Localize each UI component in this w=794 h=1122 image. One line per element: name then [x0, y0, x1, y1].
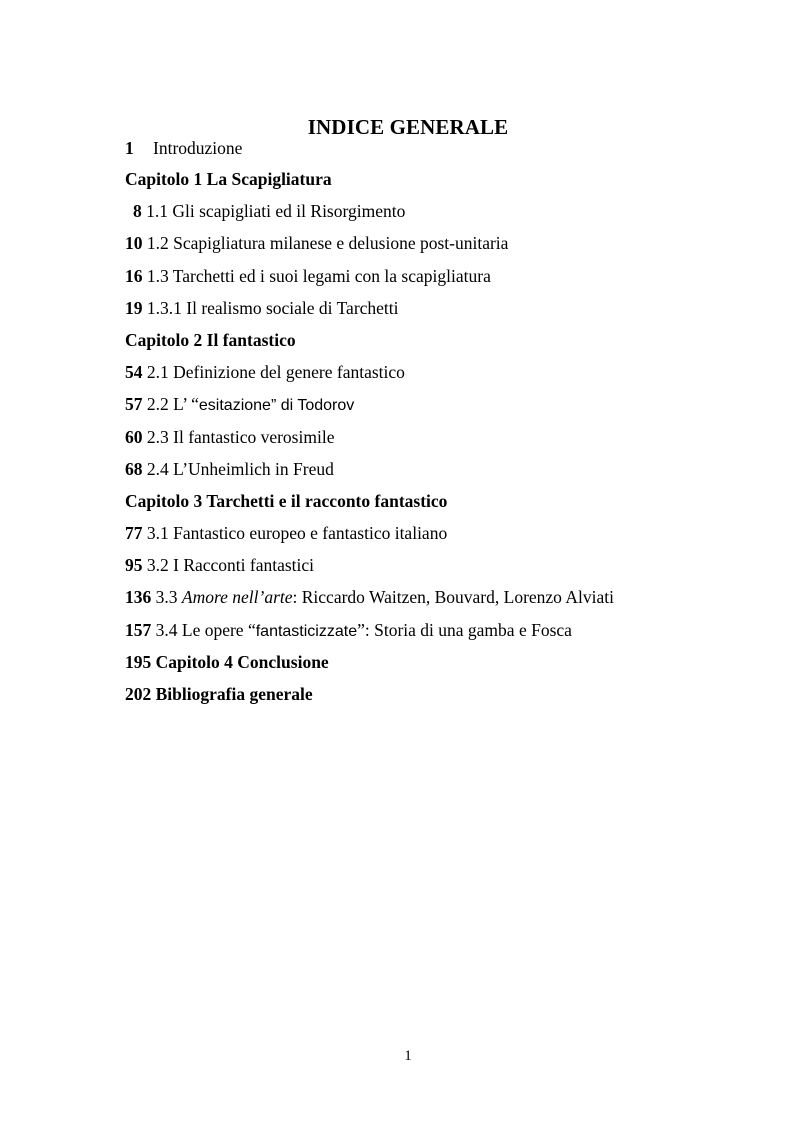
toc-chapter-1 [125, 167, 745, 199]
toc-chapter-title: Capitolo 1 La Scapigliatura [125, 169, 332, 189]
toc-entry-2-3 [125, 425, 745, 457]
toc-entry-text: 3.4 Le opere “ [155, 619, 256, 640]
toc-entry-text: 3.3 [155, 587, 182, 608]
toc-chapter-title: Capitolo 3 Tarchetti e il racconto fantastico [125, 490, 448, 511]
toc-entry-3-2 [125, 553, 745, 585]
toc-page-number: 1 [125, 138, 134, 158]
toc-entry-text: 2.1 Definizione del genere fantastico [146, 362, 405, 383]
toc-entry-1-3-1 [125, 296, 745, 328]
toc-entry-text: 3.2 I Racconti fantastici [146, 555, 315, 576]
toc-entry-text-emphasis: Amore nell’arte [181, 587, 293, 608]
toc-page-number: 157 [125, 619, 152, 640]
toc-entry-text: 1.3.1 Il realismo sociale di Tarchetti [146, 297, 399, 318]
toc-chapter-4 [125, 650, 745, 682]
toc-entry-text: Introduzione [153, 138, 243, 158]
toc-entry-3-1 [125, 521, 745, 553]
toc-entry-text: 1.1 Gli scapigliati ed il Risorgimento [146, 201, 406, 222]
toc-entry-text-tail: ”: Storia di una gamba e Fosca [357, 619, 572, 640]
toc-chapter-3 [125, 489, 745, 521]
toc-page-number: 195 [125, 651, 152, 672]
toc-entry-text: 2.4 L’Unheimlich in Freud [146, 458, 334, 479]
toc-chapter-title: Capitolo 4 Conclusione [155, 651, 329, 672]
toc-entry-3-3 [125, 585, 745, 617]
toc-entry-2-1 [125, 360, 745, 392]
toc-entry-1-2 [125, 231, 745, 263]
toc-entry-introduzione [125, 136, 745, 167]
toc-chapter-title: Capitolo 2 Il fantastico [125, 329, 296, 350]
toc-page-number: 19 [125, 297, 143, 318]
toc-entry-text-tail: ” di Todorov [270, 397, 355, 415]
toc-entry-3-4 [125, 618, 745, 650]
toc-page-number: 77 [125, 523, 143, 544]
toc-bibliography [125, 682, 745, 714]
toc-page-number: 95 [125, 555, 143, 576]
toc-page-number: 16 [125, 265, 143, 286]
toc-page-number: 60 [125, 426, 143, 447]
toc-entry-1-1 [125, 199, 745, 231]
toc-entry-text-tail: : Riccardo Waitzen, Bouvard, Lorenzo Alviati [292, 587, 614, 608]
toc-entry-text-emphasis: esitazione [198, 397, 271, 415]
table-of-contents [125, 136, 745, 714]
toc-entry-text-emphasis: fantasticizzate [255, 622, 358, 640]
page-number: 1 [404, 1048, 412, 1064]
toc-chapter-title: Bibliografia generale [155, 684, 313, 704]
toc-page-number: 136 [125, 587, 152, 608]
toc-entry-1-3 [125, 264, 745, 296]
toc-entry-text: 1.3 Tarchetti ed i suoi legami con la scapigliatura [146, 265, 491, 286]
toc-page-number: 57 [125, 394, 143, 415]
toc-page-number: 68 [125, 458, 143, 479]
toc-entry-text: 2.3 Il fantastico verosimile [146, 426, 335, 447]
toc-chapter-2 [125, 328, 745, 360]
toc-page-number: 54 [125, 362, 143, 383]
toc-page-number: 10 [125, 233, 143, 254]
toc-page-number: 8 [133, 201, 142, 222]
toc-page-number: 202 [125, 684, 152, 704]
toc-entry-2-4 [125, 457, 745, 489]
toc-entry-text: 2.2 L’ “ [146, 394, 199, 415]
toc-entry-2-2 [125, 392, 745, 424]
page-title: INDICE GENERALE [307, 115, 509, 139]
toc-entry-text: 3.1 Fantastico europeo e fantastico italiano [146, 523, 448, 544]
toc-entry-text: 1.2 Scapigliatura milanese e delusione post-unitaria [146, 233, 509, 254]
